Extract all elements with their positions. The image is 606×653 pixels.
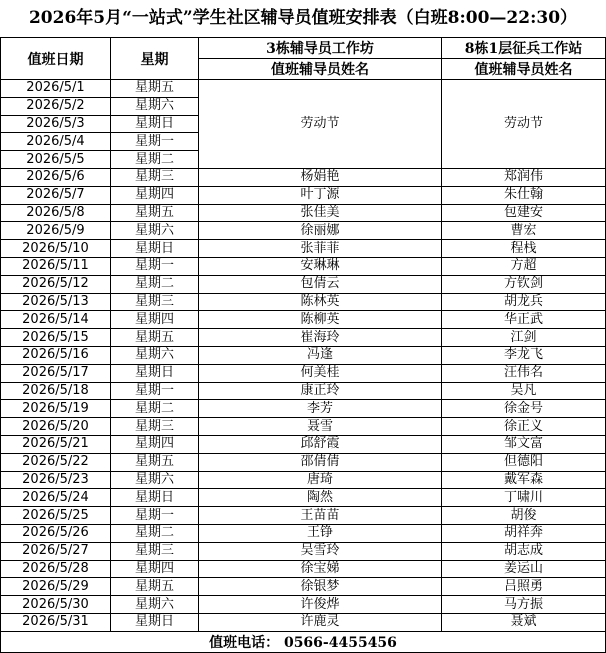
cell-site1-name: 邱舒霞: [199, 435, 442, 453]
cell-site2-name: 方超: [442, 257, 606, 275]
duty-phone: 值班电话： 0566-4455456: [1, 631, 606, 652]
table-row: [1, 382, 606, 400]
cell-site1-name: 杨娟艳: [199, 168, 442, 186]
cell-date: 2026/5/5: [1, 151, 111, 169]
cell-weekday: 星期五: [111, 453, 199, 471]
cell-weekday: 星期一: [111, 382, 199, 400]
cell-weekday: 星期四: [111, 311, 199, 329]
cell-weekday: 星期五: [111, 578, 199, 596]
table-row: [1, 453, 606, 471]
cell-weekday: 星期二: [111, 275, 199, 293]
cell-site1-name: 包倩云: [199, 275, 442, 293]
table-row: [1, 80, 606, 98]
cell-site1-name: 安琳琳: [199, 257, 442, 275]
table-row: [1, 418, 606, 436]
table-row: [1, 471, 606, 489]
cell-site1-name: 徐丽娜: [199, 222, 442, 240]
cell-date: 2026/5/6: [1, 168, 111, 186]
cell-date: 2026/5/30: [1, 596, 111, 614]
table-row: [1, 489, 606, 507]
cell-weekday: 星期五: [111, 204, 199, 222]
cell-date: 2026/5/4: [1, 133, 111, 151]
cell-site2-name: 程栈: [442, 240, 606, 258]
cell-weekday: 星期三: [111, 542, 199, 560]
table-row: [1, 596, 606, 614]
cell-weekday: 星期五: [111, 329, 199, 347]
cell-date: 2026/5/28: [1, 560, 111, 578]
cell-date: 2026/5/25: [1, 507, 111, 525]
cell-site2-name: 朱仕翰: [442, 186, 606, 204]
cell-date: 2026/5/3: [1, 115, 111, 133]
cell-date: 2026/5/18: [1, 382, 111, 400]
cell-site2-name: 姜运山: [442, 560, 606, 578]
cell-date: 2026/5/24: [1, 489, 111, 507]
cell-date: 2026/5/17: [1, 364, 111, 382]
cell-site2-name: 方钦剑: [442, 275, 606, 293]
table-row: [1, 400, 606, 418]
cell-site2-name: 吕照勇: [442, 578, 606, 596]
cell-date: 2026/5/11: [1, 257, 111, 275]
cell-weekday: 星期三: [111, 293, 199, 311]
header-site1-sub: 值班辅导员姓名: [199, 59, 442, 80]
cell-site1-name: 崔海玲: [199, 329, 442, 347]
cell-date: 2026/5/2: [1, 97, 111, 115]
cell-site2-name: 胡志成: [442, 542, 606, 560]
cell-site1-name: 徐银梦: [199, 578, 442, 596]
cell-site1-name: 叶丁源: [199, 186, 442, 204]
cell-date: 2026/5/12: [1, 275, 111, 293]
table-row: [1, 257, 606, 275]
cell-site2-name: 吴凡: [442, 382, 606, 400]
table-row: [1, 560, 606, 578]
cell-site2-name: 徐金号: [442, 400, 606, 418]
cell-weekday: 星期六: [111, 346, 199, 364]
header-site2: 8栋1层征兵工作站: [442, 38, 606, 59]
cell-date: 2026/5/19: [1, 400, 111, 418]
duty-schedule-table: [0, 37, 606, 653]
schedule-body: [1, 80, 606, 632]
table-row: [1, 613, 606, 631]
cell-site2-name: 华正武: [442, 311, 606, 329]
header-date: 值班日期: [1, 38, 111, 80]
cell-date: 2026/5/15: [1, 329, 111, 347]
cell-weekday: 星期五: [111, 80, 199, 98]
cell-weekday: 星期日: [111, 115, 199, 133]
cell-site1-name: 王铮: [199, 524, 442, 542]
cell-site2-name: 江剑: [442, 329, 606, 347]
table-row: [1, 346, 606, 364]
page-title: 2026年5月“一站式”学生社区辅导员值班安排表（白班8:00—22:30）: [28, 8, 578, 28]
cell-date: 2026/5/7: [1, 186, 111, 204]
cell-site1-name: 陈柳英: [199, 311, 442, 329]
table-row: [1, 240, 606, 258]
cell-date: 2026/5/27: [1, 542, 111, 560]
header-weekday: 星期: [111, 38, 199, 80]
cell-weekday: 星期二: [111, 151, 199, 169]
cell-site1-name: 邵倩倩: [199, 453, 442, 471]
table-row: [1, 293, 606, 311]
cell-site1-name: 张佳美: [199, 204, 442, 222]
table-row: [1, 204, 606, 222]
table-row: [1, 578, 606, 596]
cell-weekday: 星期一: [111, 133, 199, 151]
cell-holiday-site1: 劳动节: [199, 80, 442, 169]
cell-weekday: 星期一: [111, 507, 199, 525]
cell-site1-name: 徐宝娣: [199, 560, 442, 578]
cell-site2-name: 戴军森: [442, 471, 606, 489]
cell-site1-name: 陶然: [199, 489, 442, 507]
cell-weekday: 星期日: [111, 489, 199, 507]
cell-weekday: 星期四: [111, 186, 199, 204]
cell-site2-name: 胡祥奔: [442, 524, 606, 542]
cell-site1-name: 吴雪玲: [199, 542, 442, 560]
cell-weekday: 星期四: [111, 560, 199, 578]
cell-site2-name: 邹文富: [442, 435, 606, 453]
cell-site1-name: 王苗苗: [199, 507, 442, 525]
cell-date: 2026/5/16: [1, 346, 111, 364]
cell-date: 2026/5/13: [1, 293, 111, 311]
cell-date: 2026/5/9: [1, 222, 111, 240]
cell-weekday: 星期三: [111, 168, 199, 186]
cell-date: 2026/5/1: [1, 80, 111, 98]
cell-date: 2026/5/21: [1, 435, 111, 453]
table-row: [1, 222, 606, 240]
cell-site1-name: 李芳: [199, 400, 442, 418]
cell-site2-name: 徐正义: [442, 418, 606, 436]
cell-site2-name: 郑润伟: [442, 168, 606, 186]
cell-date: 2026/5/14: [1, 311, 111, 329]
cell-date: 2026/5/22: [1, 453, 111, 471]
cell-holiday-site2: 劳动节: [442, 80, 606, 169]
cell-site1-name: 许俊烨: [199, 596, 442, 614]
cell-site1-name: 何美桂: [199, 364, 442, 382]
cell-site2-name: 胡俊: [442, 507, 606, 525]
cell-weekday: 星期二: [111, 400, 199, 418]
cell-weekday: 星期三: [111, 418, 199, 436]
cell-site1-name: 陈林英: [199, 293, 442, 311]
cell-date: 2026/5/8: [1, 204, 111, 222]
cell-site2-name: 包建安: [442, 204, 606, 222]
table-row: [1, 329, 606, 347]
cell-site1-name: 聂雪: [199, 418, 442, 436]
table-row: [1, 311, 606, 329]
cell-site1-name: 唐琦: [199, 471, 442, 489]
cell-weekday: 星期日: [111, 613, 199, 631]
cell-site1-name: 张菲菲: [199, 240, 442, 258]
cell-site2-name: 马方振: [442, 596, 606, 614]
table-row: [1, 435, 606, 453]
cell-date: 2026/5/26: [1, 524, 111, 542]
cell-weekday: 星期四: [111, 435, 199, 453]
header-site2-sub: 值班辅导员姓名: [442, 59, 606, 80]
table-row: [1, 542, 606, 560]
cell-weekday: 星期六: [111, 222, 199, 240]
cell-site2-name: 丁啸川: [442, 489, 606, 507]
cell-weekday: 星期六: [111, 471, 199, 489]
table-row: [1, 168, 606, 186]
table-row: [1, 364, 606, 382]
cell-weekday: 星期日: [111, 364, 199, 382]
table-row: [1, 186, 606, 204]
header-site1: 3栋辅导员工作坊: [199, 38, 442, 59]
cell-weekday: 星期六: [111, 596, 199, 614]
cell-weekday: 星期六: [111, 97, 199, 115]
table-row: [1, 507, 606, 525]
cell-weekday: 星期一: [111, 257, 199, 275]
cell-site2-name: 但德阳: [442, 453, 606, 471]
cell-site2-name: 汪伟名: [442, 364, 606, 382]
cell-site2-name: 曹宏: [442, 222, 606, 240]
cell-date: 2026/5/23: [1, 471, 111, 489]
cell-site1-name: 康正玲: [199, 382, 442, 400]
cell-date: 2026/5/20: [1, 418, 111, 436]
cell-date: 2026/5/10: [1, 240, 111, 258]
cell-date: 2026/5/31: [1, 613, 111, 631]
cell-date: 2026/5/29: [1, 578, 111, 596]
cell-site1-name: 许鹿灵: [199, 613, 442, 631]
cell-site2-name: 胡龙兵: [442, 293, 606, 311]
cell-site2-name: 聂斌: [442, 613, 606, 631]
table-row: [1, 275, 606, 293]
cell-weekday: 星期二: [111, 524, 199, 542]
cell-weekday: 星期日: [111, 240, 199, 258]
table-row: [1, 524, 606, 542]
cell-site2-name: 李龙飞: [442, 346, 606, 364]
cell-site1-name: 冯逢: [199, 346, 442, 364]
